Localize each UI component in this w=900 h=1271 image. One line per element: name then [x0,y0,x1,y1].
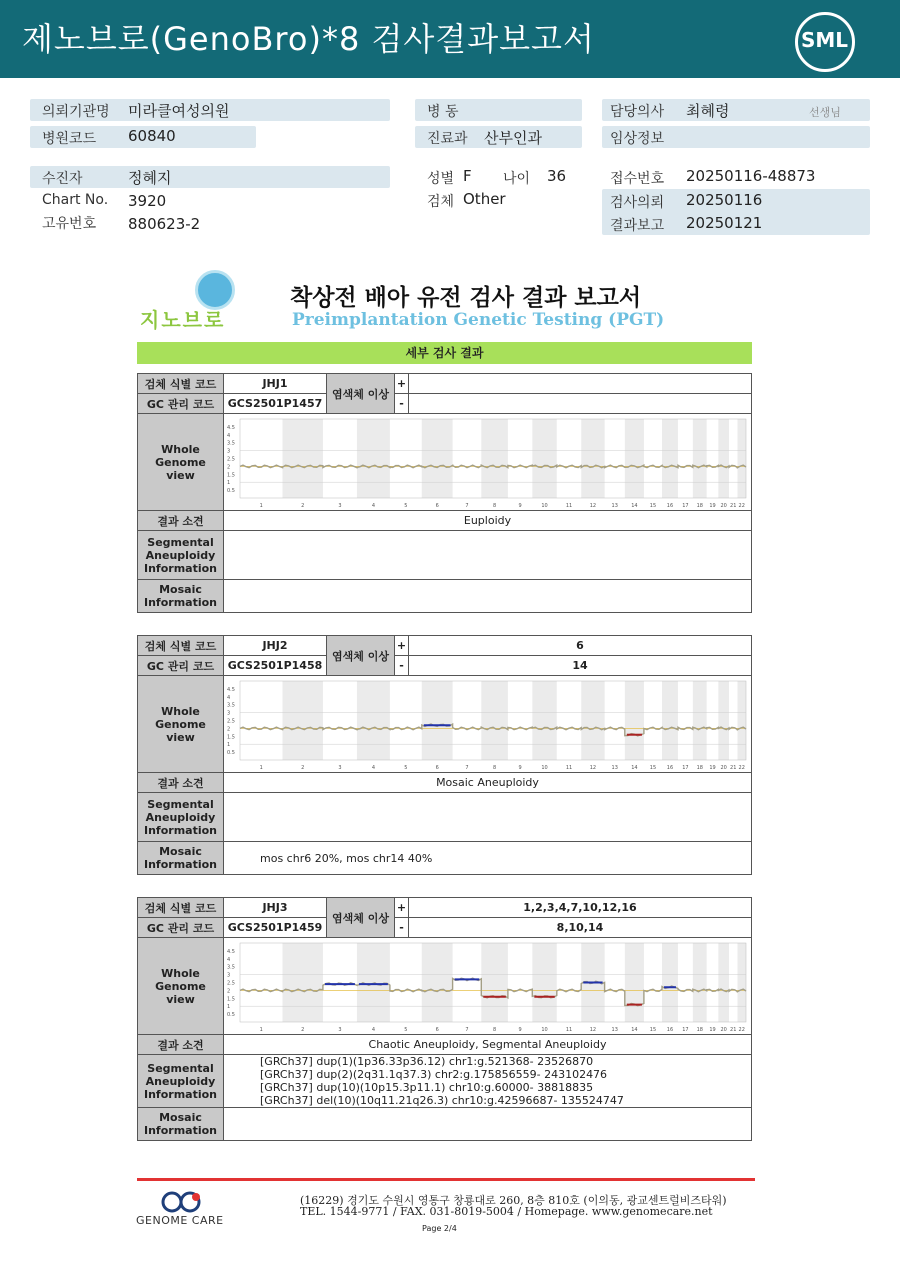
mosaic-label: Mosaic Information [138,1108,224,1141]
x-tick-label: 5 [404,1027,408,1033]
age-value: 36 [547,167,567,185]
specimen-label: 검체 [427,194,455,210]
id-label: 고유번호 [42,216,97,232]
x-tick-label: 20 [720,1027,727,1033]
mosaic-value [224,1108,752,1141]
y-tick-label: 1.5 [227,472,235,479]
gc-code-label: GC 관리 코드 [138,918,224,938]
y-tick-label: 2 [227,464,231,471]
x-tick-label: 2 [301,1027,305,1033]
y-tick-label: 1 [227,480,231,487]
y-tick-label: 1 [227,1004,231,1011]
x-tick-label: 17 [682,1027,689,1033]
x-tick-label: 16 [666,765,674,771]
id-value: 880623-2 [128,215,201,233]
x-tick-label: 18 [696,765,703,771]
x-tick-label: 4 [371,1027,376,1033]
reported-label: 결과보고 [610,218,665,234]
gain-chromosomes: 1,2,3,4,7,10,12,16 [409,898,752,918]
whole-genome-label: Whole Genome view [138,938,224,1035]
x-tick-label: 22 [738,503,745,509]
y-tick-label: 4 [227,694,231,701]
chromosome-band [718,419,729,498]
x-tick-label: 8 [493,1027,497,1033]
requested-label: 검사의뢰 [610,195,665,211]
chromosome-band [481,681,508,760]
chromosome-band [737,681,746,760]
genome-chart [224,938,751,1034]
y-tick-label: 3.5 [227,964,235,971]
sample-table-3 [137,897,752,1141]
segmental-label: Segmental Aneuploidy Information [138,793,224,842]
y-tick-label: 1.5 [227,734,235,741]
gc-code-value: GCS2501P1457 [224,394,327,414]
y-tick-label: 0.5 [227,750,235,757]
x-tick-label: 13 [611,765,618,771]
y-tick-label: 0.5 [227,1012,235,1019]
page-number: Page 2/4 [422,1224,457,1233]
x-tick-label: 2 [301,765,305,771]
chromosome-band [662,943,678,1022]
x-tick-label: 10 [541,765,548,771]
x-tick-label: 4 [371,503,376,509]
section-bar: 세부 검사 결과 [137,342,752,364]
x-tick-label: 17 [682,765,689,771]
chromosome-band [662,681,678,760]
segmental-value [224,1055,752,1108]
chart-label: Chart No. [42,192,109,208]
chromosome-band [283,681,323,760]
y-tick-label: 2 [227,726,231,733]
loss-chromosomes [409,394,752,414]
x-tick-label: 18 [696,1027,703,1033]
y-tick-label: 0.5 [227,488,235,495]
patient-row [30,166,390,188]
x-tick-label: 13 [611,503,618,509]
chromosome-band [357,681,390,760]
genome-chart-cell [224,938,752,1035]
x-tick-label: 21 [730,503,737,509]
segmental-label: Segmental Aneuploidy Information [138,531,224,580]
hospital-code-label: 병원코드 [42,131,97,147]
gc-code-value: GCS2501P1458 [224,656,327,676]
x-tick-label: 16 [666,1027,674,1033]
x-tick-label: 2 [301,503,305,509]
x-tick-label: 13 [611,1027,618,1033]
y-tick-label: 4.5 [227,686,235,693]
minus-sign: - [395,656,409,676]
result-label: 결과 소견 [138,1035,224,1055]
x-tick-label: 7 [465,765,469,771]
report-title: 착상전 배아 유전 검사 결과 보고서 [290,285,642,311]
loss-chromosomes: 8,10,14 [409,918,752,938]
institution-label: 의뢰기관명 [42,104,110,120]
genome-care-icon [160,1190,220,1214]
result-value: Euploidy [224,511,752,531]
genome-chart-cell [224,676,752,773]
chart-value: 3920 [128,192,167,210]
chromosome-band [718,943,729,1022]
segmental-label: Segmental Aneuploidy Information [138,1055,224,1108]
segmental-value [224,793,752,842]
result-value: Mosaic Aneuploidy [224,773,752,793]
dept-label: 진료과 [427,131,468,147]
segmental-line: [GRCh37] dup(2)(2q31.1q37.3) chr2:g.175856559- 243102476 [260,1068,608,1081]
dept-value: 산부인과 [484,129,542,147]
sample-code-value: JHJ1 [224,374,327,394]
gain-chromosomes [409,374,752,394]
x-tick-label: 21 [730,1027,737,1033]
segmental-line: [GRCh37] del(10)(10q11.21q26.3) chr10:g.42596687- 135524747 [260,1094,624,1107]
specimen-value: Other [463,190,506,208]
ward-label: 병 동 [427,104,459,120]
y-tick-label: 2 [227,988,231,995]
x-tick-label: 15 [649,765,657,771]
x-tick-label: 12 [589,503,597,509]
chromosome-band [283,943,323,1022]
y-tick-label: 2.5 [227,456,235,463]
report-subtitle: Preimplantation Genetic Testing (PGT) [292,310,665,330]
x-tick-label: 6 [435,503,439,509]
chromosome-band [422,943,453,1022]
x-tick-label: 7 [465,1027,469,1033]
gc-code-value: GCS2501P1459 [224,918,327,938]
x-tick-label: 22 [738,765,745,771]
x-tick-label: 1 [259,765,263,771]
receipt-value: 20250116-48873 [686,167,816,185]
x-tick-label: 6 [435,1027,439,1033]
genome-chart [224,676,751,772]
x-tick-label: 20 [720,765,727,771]
patient-label: 수진자 [42,171,83,187]
x-tick-label: 14 [631,503,638,509]
genome-care-text: GENOME CARE [136,1214,224,1227]
x-tick-label: 9 [518,1027,522,1033]
sample-code-label: 검체 식별 코드 [138,374,224,394]
x-tick-label: 11 [565,765,573,771]
x-tick-label: 1 [259,1027,263,1033]
chromosome-band [283,419,323,498]
sex-label: 성별 [427,171,455,187]
y-tick-label: 3 [227,710,231,717]
mosaic-label: Mosaic Information [138,842,224,875]
chromosome-band [357,419,390,498]
whole-genome-label: Whole Genome view [138,676,224,773]
y-tick-label: 4.5 [227,948,235,955]
x-tick-label: 11 [565,503,573,509]
x-tick-label: 10 [541,503,548,509]
gain-chromosomes: 6 [409,636,752,656]
sample-table-1 [137,373,752,613]
x-tick-label: 11 [565,1027,573,1033]
sample-code-label: 검체 식별 코드 [138,636,224,656]
x-tick-label: 8 [493,503,497,509]
chromosome-band [481,419,508,498]
x-tick-label: 20 [720,503,727,509]
plus-sign: + [395,636,409,656]
chromosome-band [532,681,556,760]
x-tick-label: 8 [493,765,497,771]
chromosome-band [422,419,453,498]
result-value: Chaotic Aneuploidy, Segmental Aneuploidy [224,1035,752,1055]
chromosome-band [481,943,508,1022]
sample-code-value: JHJ3 [224,898,327,918]
x-tick-label: 6 [435,765,439,771]
x-tick-label: 12 [589,1027,597,1033]
x-tick-label: 7 [465,503,469,509]
clinical-label: 임상정보 [610,131,665,147]
x-tick-label: 18 [696,503,703,509]
y-tick-label: 3 [227,972,231,979]
x-tick-label: 9 [518,765,522,771]
age-label: 나이 [503,171,531,187]
y-tick-label: 1 [227,742,231,749]
sample-code-label: 검체 식별 코드 [138,898,224,918]
y-tick-label: 3.5 [227,702,235,709]
page-title: 제노브로(GenoBro)*8 검사결과보고서 [22,20,595,58]
genome-chart [224,414,751,510]
footer-contact: TEL. 1544-9771 / FAX. 031-8019-5004 / Homepage. www.genomecare.net [300,1205,713,1218]
y-tick-label: 1.5 [227,996,235,1003]
x-tick-label: 19 [709,1027,716,1033]
y-tick-label: 3 [227,448,231,455]
chromosome-band [422,681,453,760]
plus-sign: + [395,374,409,394]
y-tick-label: 3.5 [227,440,235,447]
chromosome-band [693,943,707,1022]
mosaic-label: Mosaic Information [138,580,224,613]
y-tick-label: 4.5 [227,424,235,431]
plus-sign: + [395,898,409,918]
chromosome-band [581,419,604,498]
doctor-suffix: 선생님 [809,106,841,119]
chromosome-band [737,943,746,1022]
doctor-value: 최혜령 [686,102,730,120]
x-tick-label: 3 [338,1027,342,1033]
x-tick-label: 5 [404,765,408,771]
chromosome-band [693,419,707,498]
y-tick-label: 4 [227,956,231,963]
genobro-logo [140,268,250,330]
chromosome-band [625,943,644,1022]
chromosome-band [718,681,729,760]
logo-text: SML [801,28,849,52]
genobro-logo-text: 지노브로 [140,308,226,332]
x-tick-label: 19 [709,765,716,771]
x-tick-label: 4 [371,765,376,771]
footer-divider [137,1178,755,1181]
chromosome-band [532,943,556,1022]
loss-chromosomes: 14 [409,656,752,676]
patient-value: 정혜지 [128,169,172,187]
minus-sign: - [395,394,409,414]
requested-value: 20250116 [686,191,763,209]
header-bar [0,0,900,78]
reported-value: 20250121 [686,214,763,232]
genome-care-logo [136,1190,236,1230]
chromosome-band [357,943,390,1022]
receipt-label: 접수번호 [610,171,665,187]
y-tick-label: 4 [227,432,231,439]
chromosome-band [625,419,644,498]
chromosome-band [581,681,604,760]
chromosome-band [737,419,746,498]
x-tick-label: 19 [709,503,716,509]
mosaic-value: mos chr6 20%, mos chr14 40% [224,842,752,875]
genome-chart-cell [224,414,752,511]
sex-value: F [463,167,472,185]
result-label: 결과 소견 [138,773,224,793]
doctor-label: 담당의사 [610,104,665,120]
chromosome-band [532,419,556,498]
x-tick-label: 14 [631,765,638,771]
hospital-code-value: 60840 [128,127,176,145]
segmental-line: [GRCh37] dup(10)(10p15.3p11.1) chr10:g.60000- 38818835 [260,1081,594,1094]
institution-value: 미라클여성의원 [128,102,230,120]
x-tick-label: 10 [541,1027,548,1033]
x-tick-label: 17 [682,503,689,509]
gc-code-label: GC 관리 코드 [138,656,224,676]
sml-logo [795,12,853,70]
chromosome-band [625,681,644,760]
sample-code-value: JHJ2 [224,636,327,656]
abnormal-label: 염색체 이상 [327,636,395,676]
chromosome-band [662,419,678,498]
whole-genome-label: Whole Genome view [138,414,224,511]
minus-sign: - [395,918,409,938]
x-tick-label: 22 [738,1027,745,1033]
x-tick-label: 3 [338,503,342,509]
footer-address: (16229) 경기도 수원시 영통구 창룡대로 260, 8층 810호 (이의동, 광교센트럴비즈타워) [300,1194,727,1207]
x-tick-label: 21 [730,765,737,771]
abnormal-label: 염색체 이상 [327,898,395,938]
gc-code-label: GC 관리 코드 [138,394,224,414]
result-label: 결과 소견 [138,511,224,531]
sample-table-2 [137,635,752,875]
x-tick-label: 9 [518,503,522,509]
segmental-line: [GRCh37] dup(1)(1p36.33p36.12) chr1:g.521368- 23526870 [260,1055,594,1068]
y-tick-label: 2.5 [227,718,235,725]
chromosome-band [693,681,707,760]
x-tick-label: 14 [631,1027,638,1033]
segmental-value [224,531,752,580]
x-tick-label: 1 [259,503,263,509]
x-tick-label: 5 [404,503,408,509]
x-tick-label: 15 [649,503,657,509]
x-tick-label: 12 [589,765,597,771]
x-tick-label: 16 [666,503,674,509]
mosaic-value [224,580,752,613]
abnormal-label: 염색체 이상 [327,374,395,414]
y-tick-label: 2.5 [227,980,235,987]
x-tick-label: 15 [649,1027,657,1033]
x-tick-label: 3 [338,765,342,771]
